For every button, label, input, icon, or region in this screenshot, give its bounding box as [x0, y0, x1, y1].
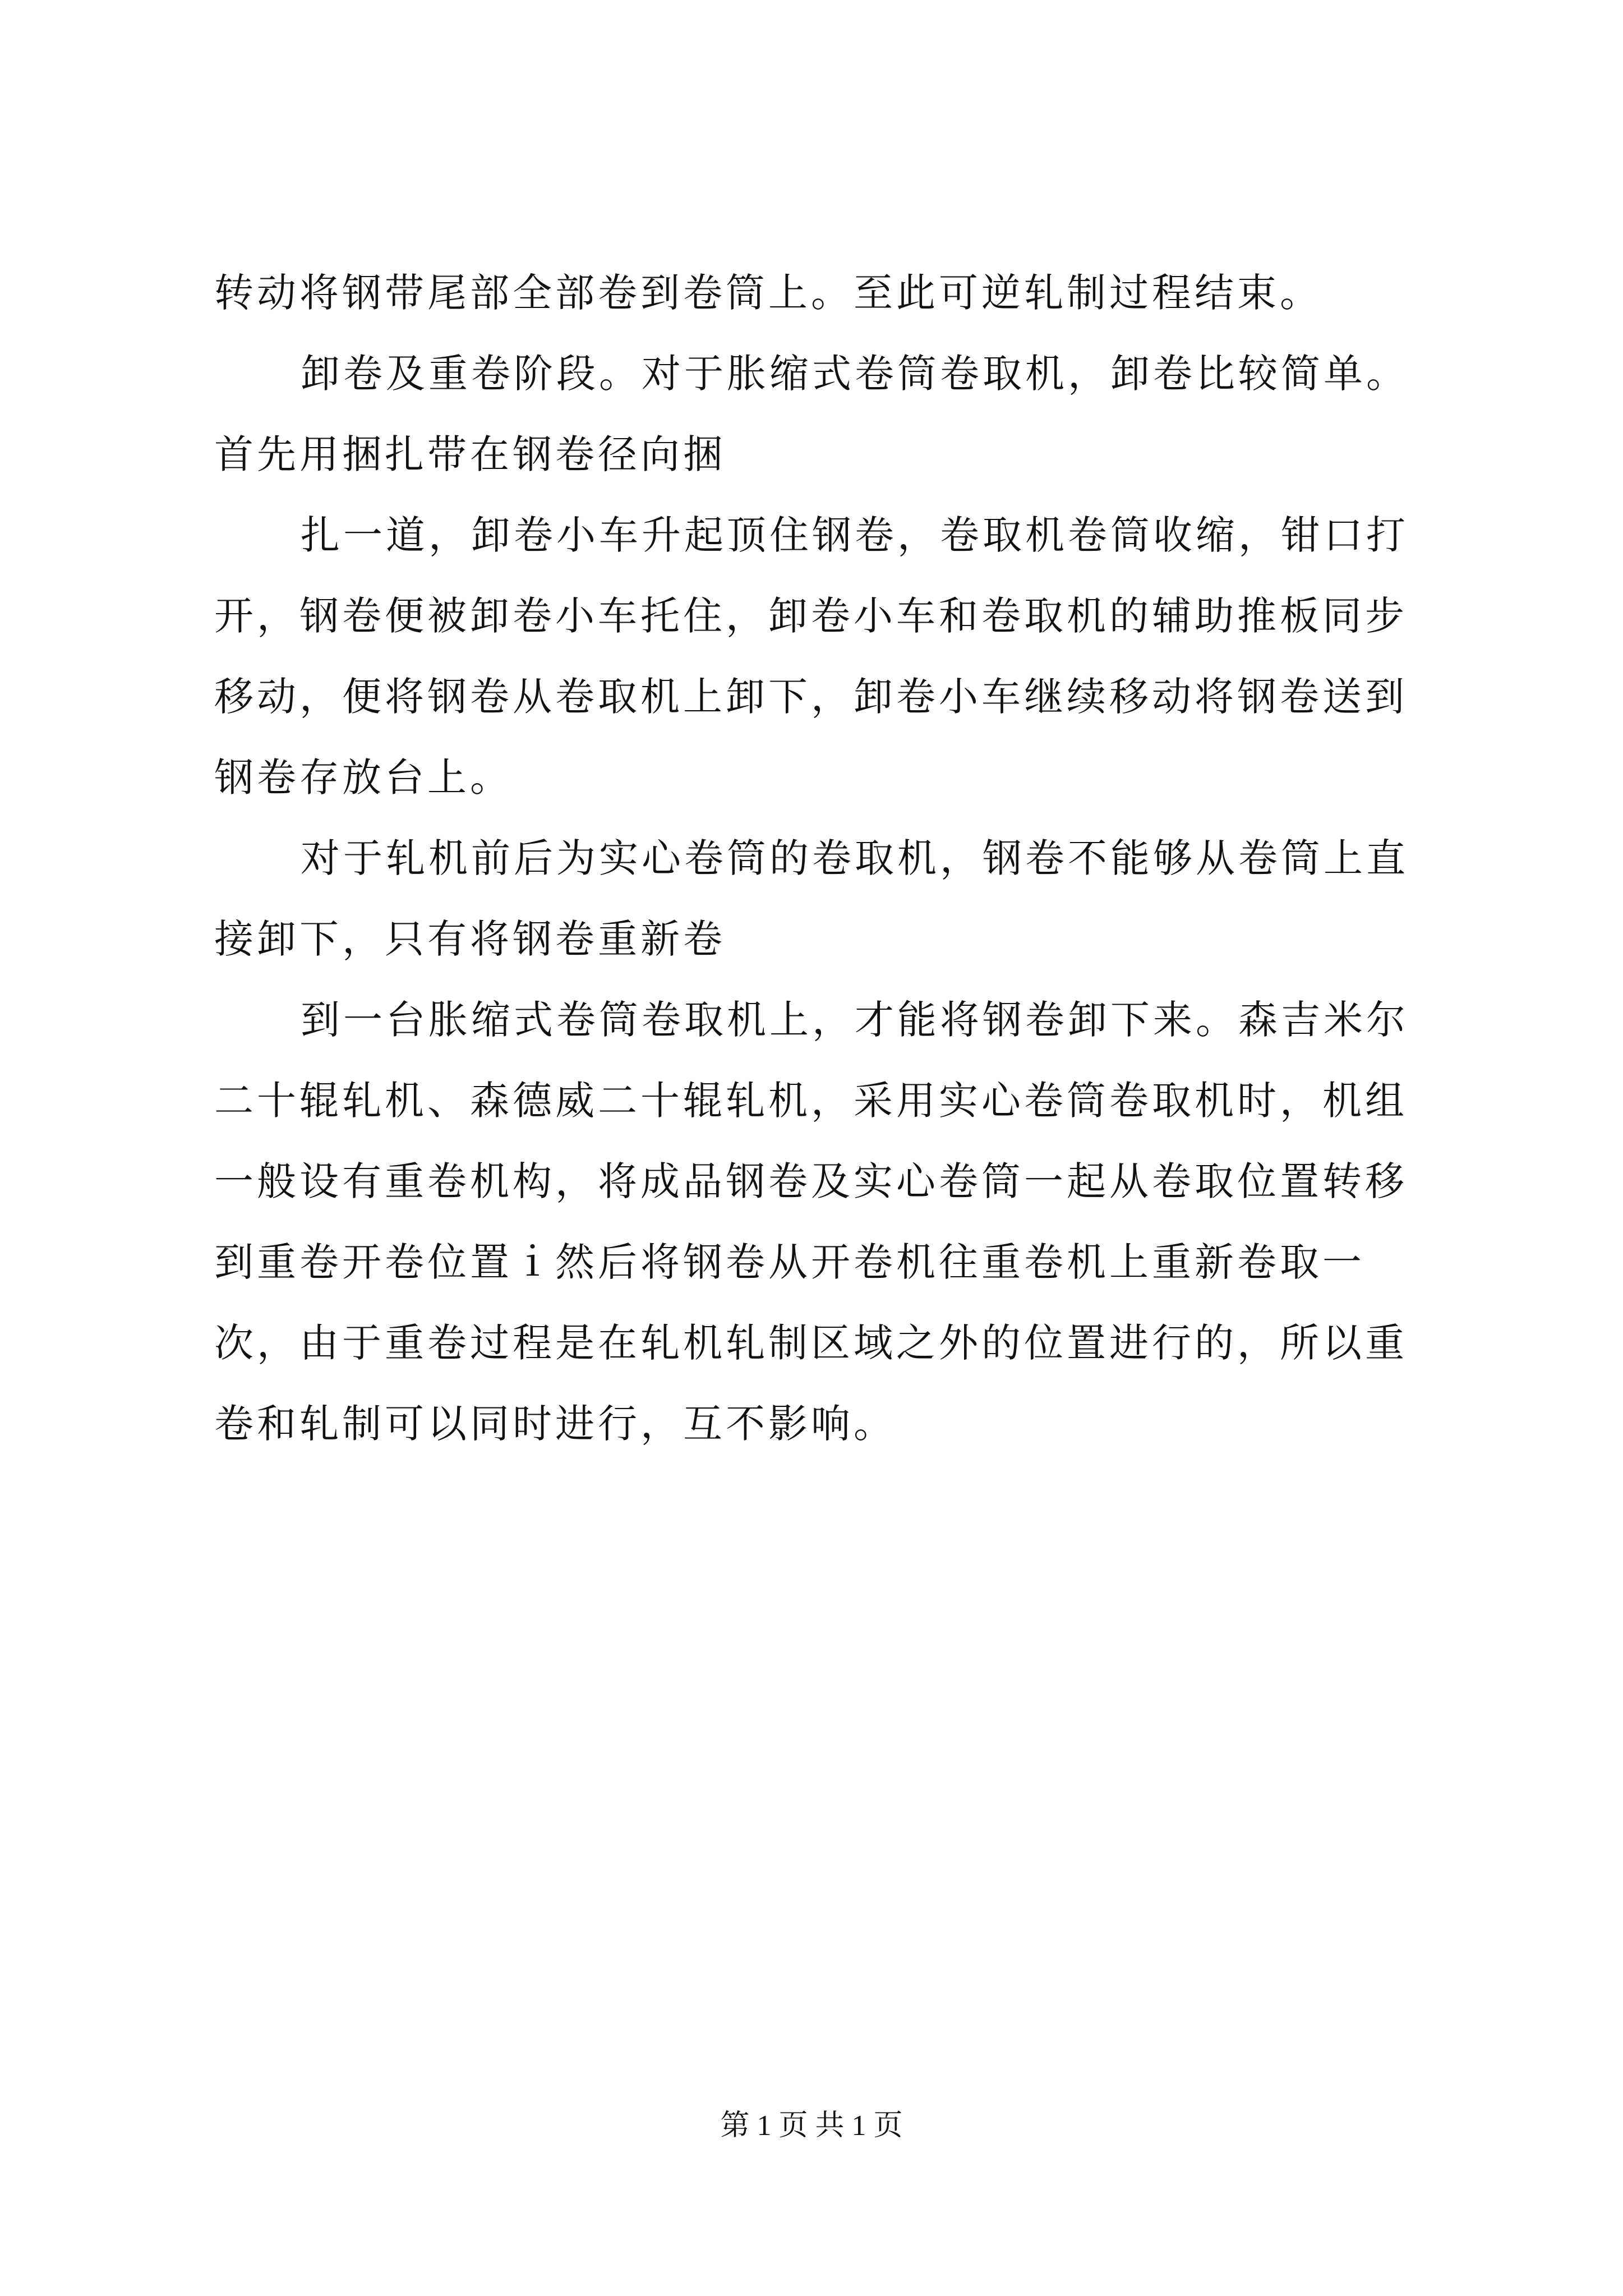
text-line: 次，由于重卷过程是在轧机轧制区域之外的位置进行的，所以重 [214, 1320, 1408, 1366]
text-line: 二十辊轧机、森德威二十辊轧机，采用实心卷筒卷取机时，机组 [214, 1078, 1408, 1124]
page-number-footer: 第 1 页 共 1 页 [720, 2110, 903, 2142]
text-line: 到一台胀缩式卷筒卷取机上，才能将钢卷卸下来。森吉米尔 [301, 997, 1409, 1043]
text-line: 转动将钢带尾部全部卷到卷筒上。至此可逆轧制过程结束。 [214, 270, 1322, 316]
text-line: 对于轧机前后为实心卷筒的卷取机，钢卷不能够从卷筒上直 [301, 835, 1409, 881]
text-line: 卷和轧制可以同时进行，互不影响。 [214, 1401, 896, 1447]
text-line: 开，钢卷便被卸卷小车托住，卸卷小车和卷取机的辅助推板同步 [214, 593, 1408, 639]
text-line: 卸卷及重卷阶段。对于胀缩式卷筒卷取机，卸卷比较简单。 [301, 351, 1409, 397]
text-line: 首先用捆扎带在钢卷径向捆 [214, 431, 726, 477]
text-line: 一般设有重卷机构，将成品钢卷及实心卷筒一起从卷取位置转移 [214, 1158, 1408, 1204]
text-line: 移动，便将钢卷从卷取机上卸下，卸卷小车继续移动将钢卷送到 [214, 674, 1408, 720]
text-line: 钢卷存放台上。 [214, 754, 513, 800]
text-line: 接卸下，只有将钢卷重新卷 [214, 916, 726, 962]
text-line: 扎一道，卸卷小车升起顶住钢卷，卷取机卷筒收缩，钳口打 [301, 512, 1409, 558]
text-line: 到重卷开卷位置ｉ然后将钢卷从开卷机往重卷机上重新卷取一 [214, 1239, 1365, 1285]
